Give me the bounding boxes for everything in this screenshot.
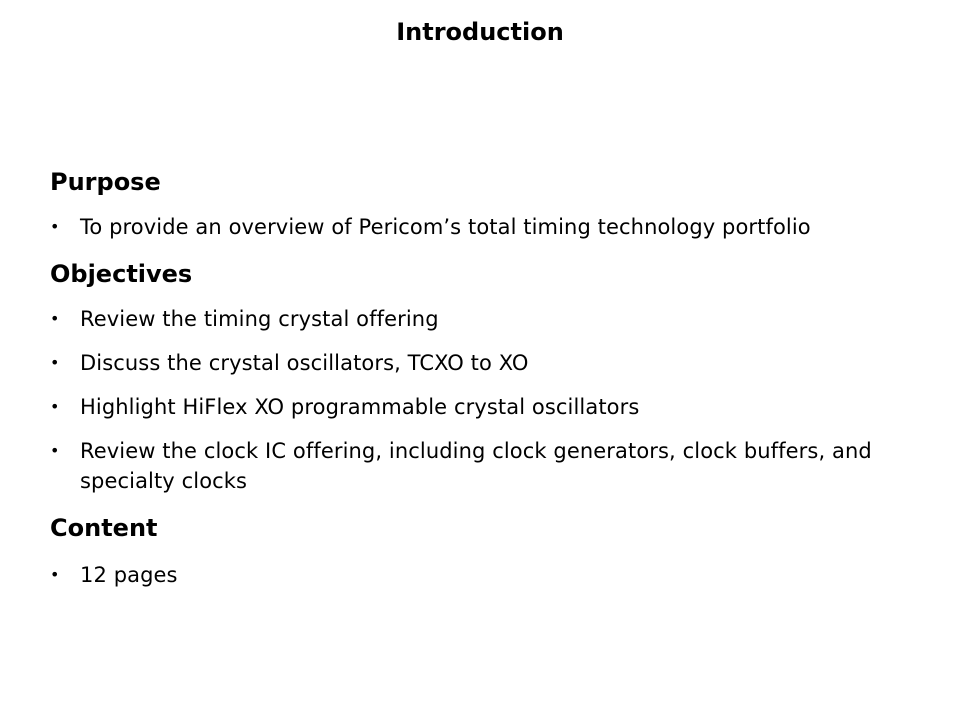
bullet-list-content bbox=[50, 560, 930, 590]
bullet-text: Discuss the crystal oscillators, TCXO to XO bbox=[80, 351, 529, 375]
bullet-icon: • bbox=[50, 353, 60, 372]
bullet-text: 12 pages bbox=[80, 563, 178, 587]
section-heading-purpose: Purpose bbox=[50, 168, 161, 196]
bullet-text: To provide an overview of Pericom’s total timing technology portfolio bbox=[80, 215, 811, 239]
bullet-item bbox=[50, 560, 930, 590]
bullet-icon: • bbox=[50, 441, 60, 460]
bullet-list-purpose bbox=[50, 212, 930, 242]
slide-content bbox=[50, 166, 930, 590]
section-heading-content: Content bbox=[50, 514, 158, 542]
bullet-item bbox=[50, 348, 930, 378]
bullet-text: Review the clock IC offering, including clock generators, clock buffers, and specialty clocks bbox=[80, 439, 872, 493]
bullet-icon: • bbox=[50, 217, 60, 236]
section-objectives bbox=[50, 258, 930, 496]
bullet-item bbox=[50, 436, 930, 496]
section-purpose bbox=[50, 166, 930, 242]
bullet-item bbox=[50, 392, 930, 422]
section-heading-objectives: Objectives bbox=[50, 260, 193, 288]
section-content bbox=[50, 512, 930, 590]
bullet-icon: • bbox=[50, 309, 60, 328]
bullet-text: Highlight HiFlex XO programmable crystal oscillators bbox=[80, 395, 640, 419]
bullet-item bbox=[50, 304, 930, 334]
bullet-item bbox=[50, 212, 930, 242]
bullet-icon: • bbox=[50, 397, 60, 416]
bullet-list-objectives bbox=[50, 304, 930, 496]
slide-title: Introduction bbox=[396, 18, 564, 46]
bullet-text: Review the timing crystal offering bbox=[80, 307, 439, 331]
bullet-icon: • bbox=[50, 565, 60, 584]
